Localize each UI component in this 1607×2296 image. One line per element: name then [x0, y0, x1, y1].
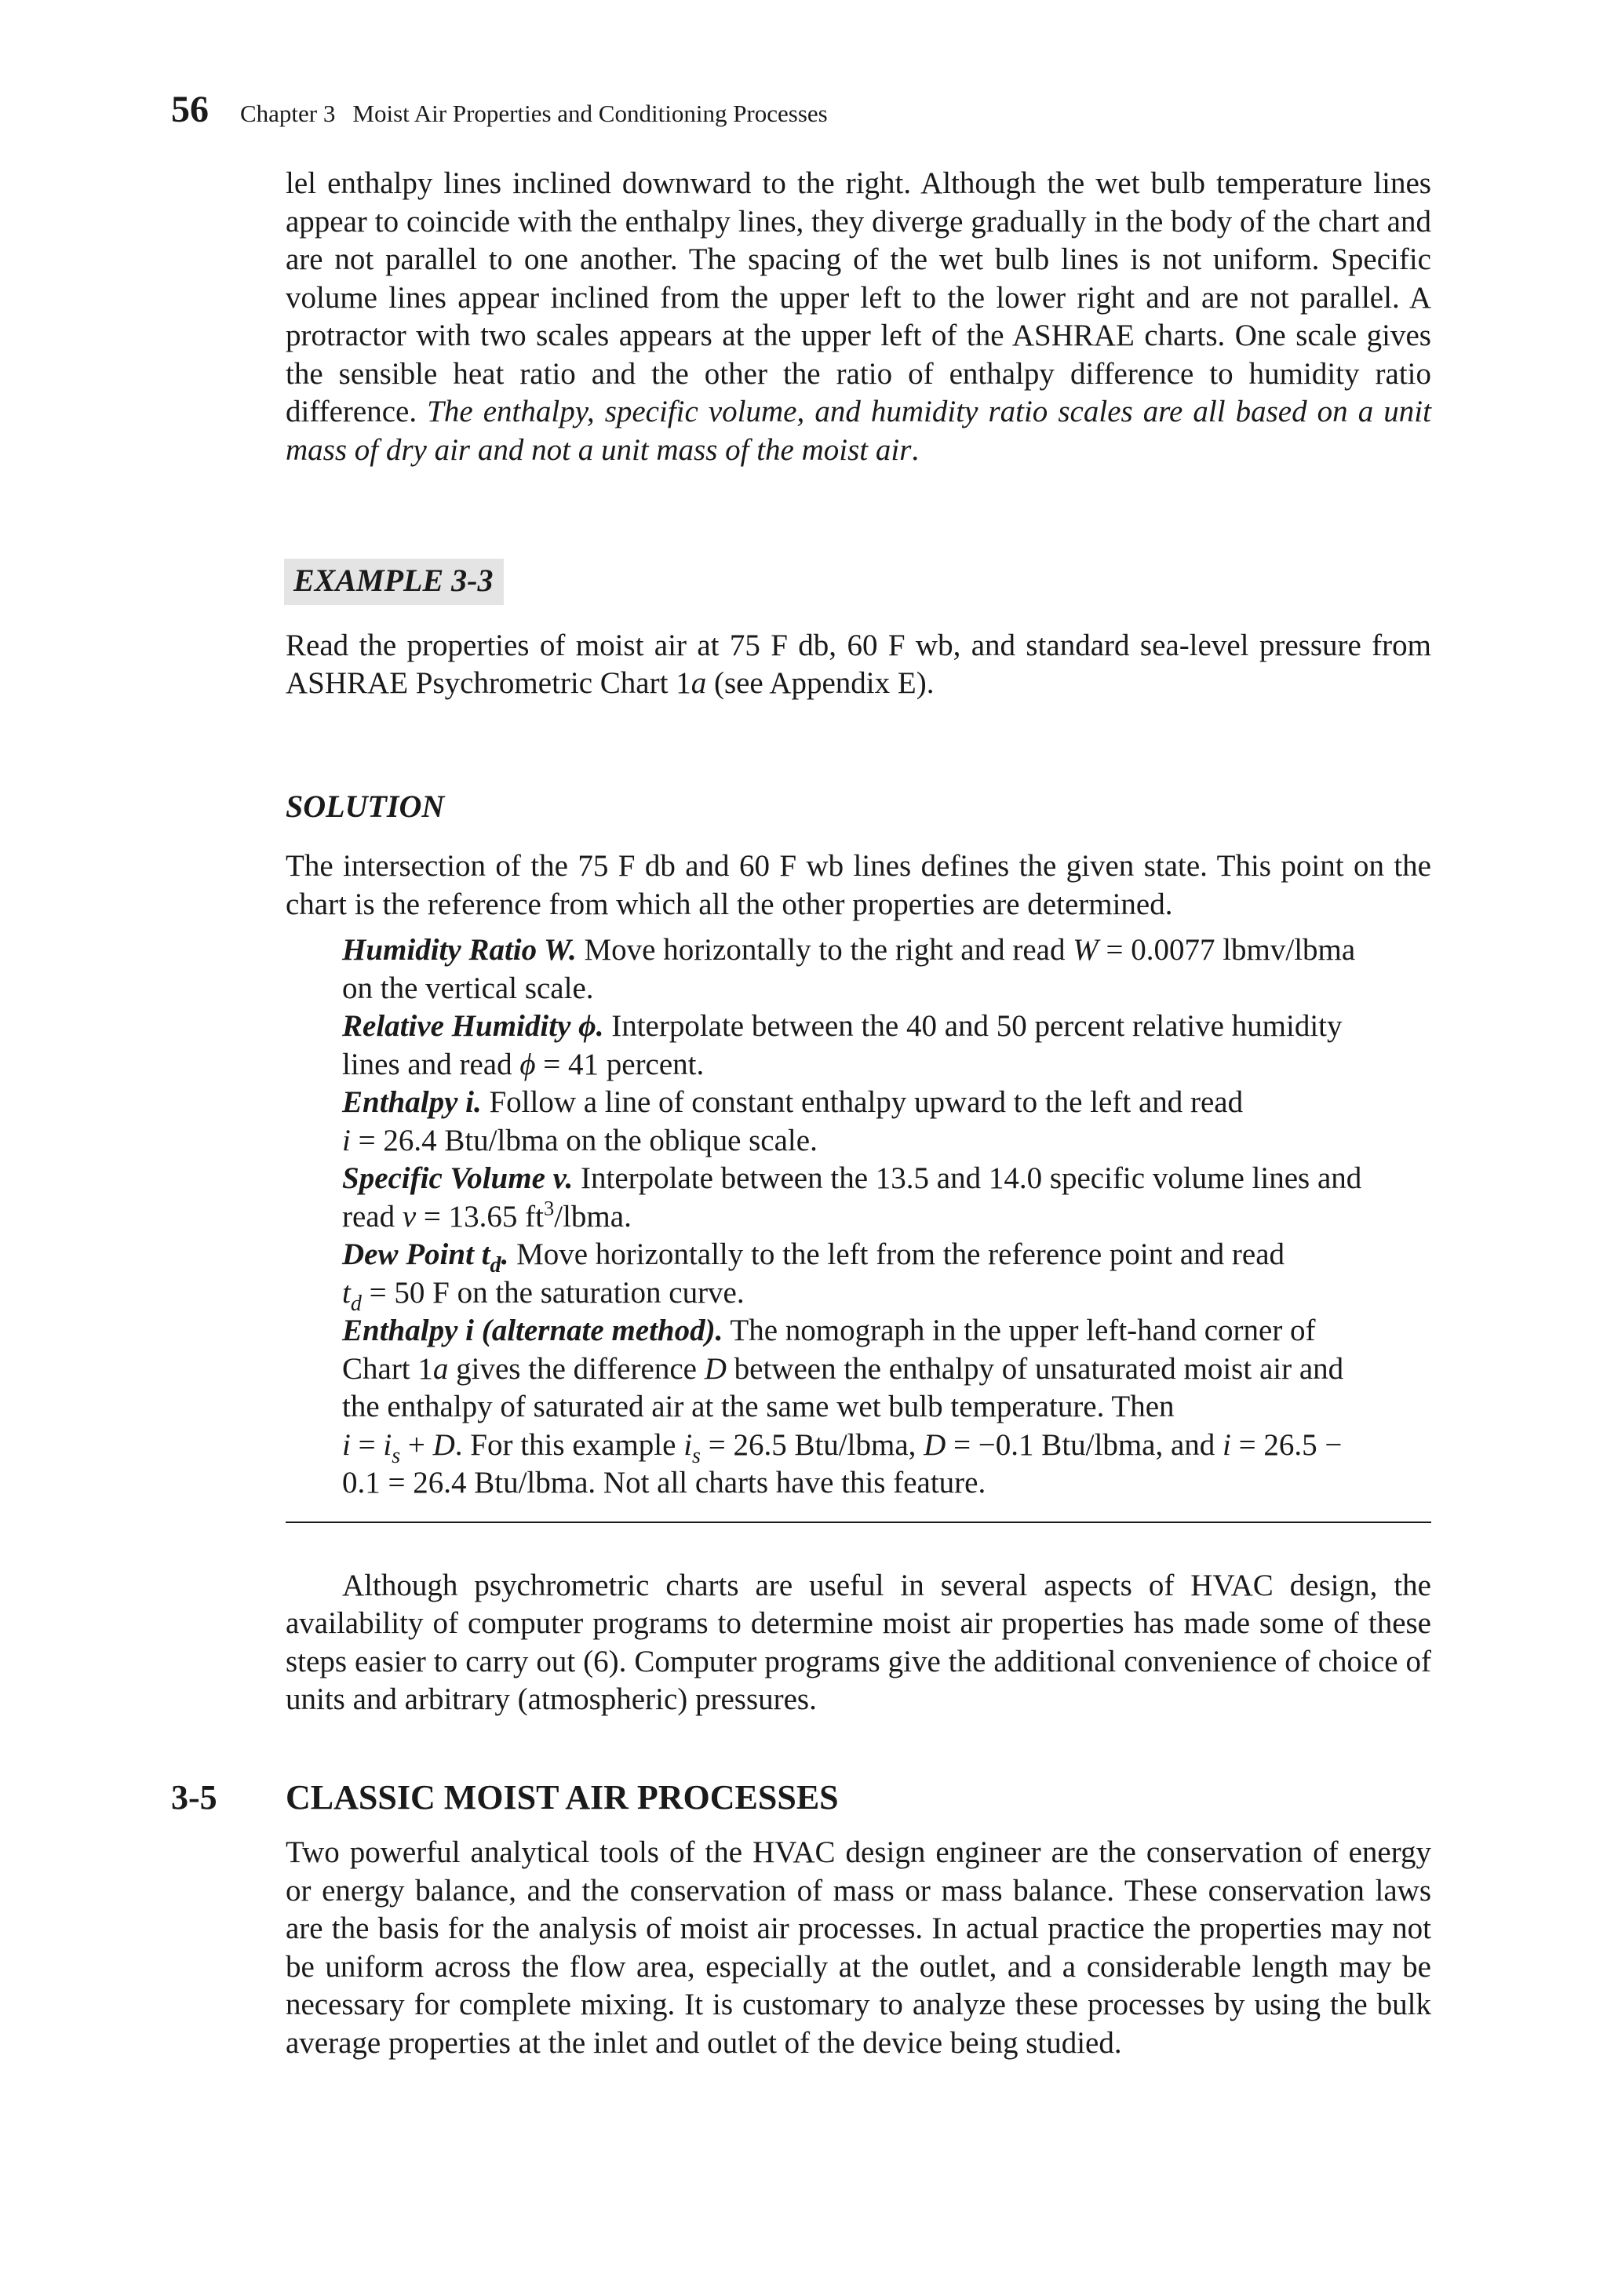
step-text: = 50 F on the saturation curve.: [361, 1275, 745, 1310]
step-label: Enthalpy i (alternate method).: [342, 1314, 723, 1347]
section-title: CLASSIC MOIST AIR PROCESSES: [286, 1777, 839, 1817]
chapter-number: Chapter 3: [240, 100, 336, 127]
step-relative-humidity: [342, 1008, 1386, 1084]
superscript: 3: [544, 1195, 555, 1219]
example-statement: [286, 627, 1431, 703]
solution-heading: SOLUTION: [286, 788, 445, 824]
running-head: [240, 100, 828, 128]
section-paragraph: Two powerful analytical tools of the HVAC design engineer are the conservation of energy or energy balance, and the conservation of mass or mass balance. These conservation laws are the basis for the analysis of moist air processes. In actual practice the properties may not be uniform across the flow area, especially at the outlet, and a considerable length may be necessary for complete mixing. It is customary to analyze these processes by using the bulk average properties at the inlet and outlet of the device being studied.: [286, 1835, 1431, 2060]
step-text: =: [350, 1427, 384, 1462]
step-label-text: Dew Point t: [342, 1237, 490, 1271]
step-text: = −0.1 Btu/lbma, and: [946, 1427, 1223, 1462]
step-text: Interpolate between the 40 and 50 percent relative humidity lines and read: [342, 1009, 1343, 1081]
step-text: = 13.65 ft: [416, 1199, 544, 1234]
example-statement-text: Read the properties of moist air at 75 F db, 60 F wb, and standard sea-level pressure from ASHRAE Psychrometric Chart 1: [286, 628, 1431, 700]
step-label: Humidity Ratio W.: [342, 933, 577, 967]
intro-italic-text: The enthalpy, specific volume, and humidity ratio scales are all based on a unit mass of dry air and not a unit mass of the moist air: [286, 395, 1431, 467]
step-enthalpy: [342, 1084, 1386, 1160]
variable: D: [704, 1351, 727, 1386]
step-dew-point: [342, 1236, 1386, 1316]
variable: D: [924, 1427, 946, 1462]
step-text: The nomograph in the upper left-hand corner of Chart 1: [342, 1314, 1316, 1386]
variable: v: [402, 1199, 417, 1234]
step-text: Follow a line of constant enthalpy upward to the left and read: [481, 1085, 1244, 1119]
step-label: Specific Volume v.: [342, 1161, 574, 1195]
step-label: Enthalpy i.: [342, 1085, 482, 1119]
step-text: between the enthalpy of unsaturated moist air and the enthalpy of saturated air at the same wet bulb temperature. Then: [342, 1351, 1344, 1423]
step-text: Interpolate between the 13.5 and 14.0 specific volume lines and read: [342, 1161, 1362, 1234]
chapter-title: Moist Air Properties and Conditioning Processes: [352, 100, 828, 127]
step-label: Relative Humidity ϕ.: [342, 1009, 604, 1043]
section-heading: [171, 1779, 1317, 1817]
step-enthalpy-alternate: [342, 1312, 1386, 1503]
variable: i: [1223, 1427, 1231, 1462]
step-text: Move horizontally to the right and read: [576, 933, 1073, 967]
subscript: s: [692, 1443, 701, 1468]
example-end-rule: [286, 1522, 1431, 1523]
step-text: . For this example: [454, 1427, 684, 1462]
page-header: [171, 88, 828, 131]
example-statement-end: (see Appendix E).: [706, 666, 935, 700]
page-number: 56: [171, 89, 209, 130]
variable: i: [383, 1427, 392, 1462]
variable: W: [1073, 933, 1099, 967]
step-text: Move horizontally to the left from the reference point and read: [508, 1237, 1285, 1271]
variable: a: [432, 1351, 449, 1386]
intro-end: .: [911, 432, 920, 467]
step-text: = 0.0077 lbmv/lbma on the vertical scale.: [342, 933, 1356, 1005]
step-text: = 26.5 Btu/lbma,: [700, 1427, 924, 1462]
step-humidity-ratio: [342, 931, 1386, 1008]
step-text: = 41 percent.: [535, 1047, 705, 1081]
step-text: +: [400, 1427, 433, 1462]
after-example-paragraph: Although psychrometric charts are useful in several aspects of HVAC design, the availability of computer programs to determine moist air properties has made some of these steps easier to carry out (6). Computer programs give the additional convenience of choice of units and arbitrary (atmospheric) pressures.: [286, 1568, 1431, 1716]
solution-steps: [286, 931, 1386, 1503]
step-text: /lbma.: [554, 1199, 632, 1234]
step-label: [342, 1237, 509, 1277]
variable: i: [683, 1427, 693, 1462]
page-body: [171, 165, 1431, 2062]
variable: D: [432, 1427, 455, 1462]
intro-paragraph: [286, 165, 1431, 469]
variable: t: [342, 1275, 351, 1310]
solution-text: The intersection of the 75 F db and 60 F wb lines defines the given state. This point on the chart is the reference from which all the other properties are determined.: [286, 849, 1431, 921]
example-heading: EXAMPLE 3-3: [284, 559, 504, 605]
step-label-end: .: [501, 1237, 509, 1271]
step-text: = 26.4 Btu/lbma on the oblique scale.: [350, 1123, 818, 1157]
step-text: = 26.5 − 0.1 = 26.4 Btu/lbma. Not all charts have this feature.: [342, 1427, 1343, 1500]
intro-text: lel enthalpy lines inclined downward to the right. Although the wet bulb temperature lines appear to coincide with the enthalpy lines, they diverge gradually in the body of the chart and are not parallel to one another. The spacing of the wet bulb lines is not uniform. Specific volume lines appear inclined from the upper left to the lower right and are not parallel. A protractor with two scales appears at the upper left of the ASHRAE charts. One scale gives the sensible heat ratio and the other the ratio of enthalpy difference to humidity ratio difference.: [286, 166, 1431, 428]
section-number: 3-5: [171, 1777, 217, 1817]
subscript: d: [350, 1291, 362, 1316]
subscript: d: [490, 1252, 501, 1277]
variable: i: [342, 1427, 351, 1462]
subscript: s: [392, 1443, 401, 1468]
step-specific-volume: [342, 1160, 1386, 1236]
variable: i: [342, 1123, 351, 1157]
step-text: gives the difference: [448, 1351, 705, 1386]
example-chart-letter: a: [691, 666, 707, 700]
variable: ϕ: [519, 1047, 536, 1081]
